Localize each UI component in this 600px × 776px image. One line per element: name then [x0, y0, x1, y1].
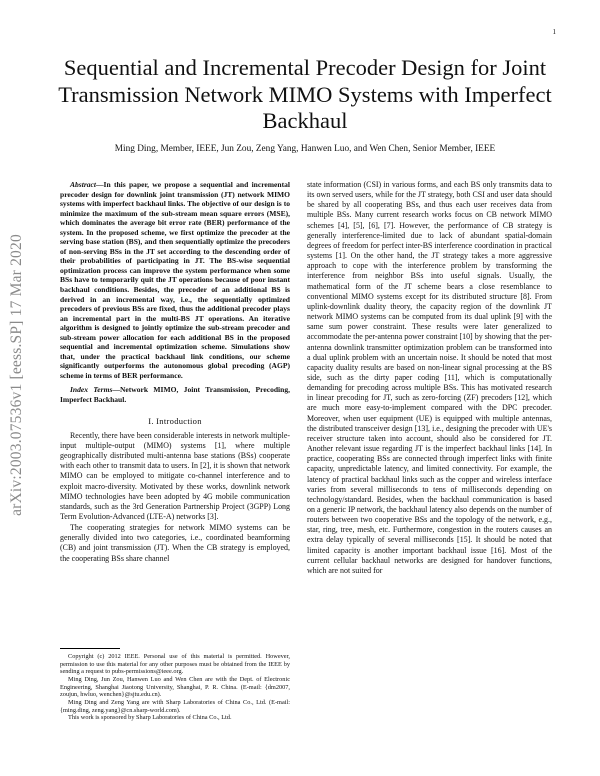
abstract-text: —In this paper, we propose a sequential and incremental precoder design for downlink joint transmission (JT) network MIMO systems with imperfect backhaul links. The objective of our design is to minimize the maximum of the sub-stream mean square errors (MSE), which dominates the average bit error rate (BER) performance of the system. In the proposed scheme, we first optimize the precoder at the serving base station (BS), and then sequentially optimize the precoders of non-serving BSs in the JT set according to the descending order of their probabilities of participating in JT. The BS-wise sequential optimization process can improve the system performance when some BSs have to temporarily quit the JT operations because of poor instant backhaul conditions. Besides, the precoder of an additional BS is derived in an incremental way, i.e., the sequentially optimized precoders of previous BSs are fixed, thus the additional precoder plays an incremental part in the multi-BS JT operations. An iterative algorithm is designed to jointly optimize the sub-stream precoder and sub-stream power allocation for each additional BS in the proposed sequential and incremental optimization scheme. Simulations show that, under the practical backhaul link conditions, our scheme significantly outperforms the autonomous global precoding (AGP) scheme in terms of BER performance.	[60, 180, 290, 380]
footnotes	[60, 653, 290, 722]
index-terms-text: —Network MIMO, Joint Transmission, Precoding, Imperfect Backhaul.	[60, 385, 290, 405]
index-terms-label: Index Terms	[70, 385, 113, 395]
footnote-copyright: Copyright (c) 2012 IEEE. Personal use of this material is permitted. However, permission to use this material for any other purposes must be obtained from the IEEE by sending a request to pubs-permissions@ieee.org.	[60, 653, 290, 676]
intro-paragraph-1: Recently, there have been considerable interests in network multiple-input multiple-output (MIMO) systems [1], where multiple geographically distributed multi-antenna base stations (BSs) cooperate with each other to transmit data to users. In [2], it is shown that network MIMO can be employed to mitigate co-channel interference and to exploit macro-diversity. Motivated by these works, downlink network MIMO technologies have been adopted by 4G mobile communication standards, such as the 3rd Generation Partnership Project (3GPP) Long Term Evolution-Advanced (LTE-A) networks [3].	[60, 430, 290, 521]
paper-title: Sequential and Incremental Precoder Design for Joint Transmission Network MIMO Systems with Imperfect Backhaul	[58, 55, 552, 133]
footnote-sponsor: This work is sponsored by Sharp Laboratories of China Co., Ltd.	[68, 714, 232, 722]
footnote-affiliation-sharp: Ming Ding and Zeng Yang are with Sharp Laboratories of China Co., Ltd. (E-mail: {ming.ding, zeng.yang}@cn.sharp-world.com).	[60, 698, 290, 714]
index-terms	[60, 385, 290, 404]
arxiv-id: arXiv:2003.07536v1 [eess.SP] 17 Mar 2020	[8, 234, 25, 516]
intro-paragraph-2: The cooperating strategies for network MIMO systems can be generally divided into two categories, i.e., coordinated beamforming (CB) and joint transmission (JT). When the CB strategy is employed, the cooperating BSs share channel	[60, 523, 290, 563]
author-line: Ming Ding, Member, IEEE, Jun Zou, Zeng Yang, Hanwen Luo, and Wen Chen, Senior Member, IEEE	[114, 144, 496, 154]
right-column	[307, 180, 552, 577]
left-column	[60, 180, 290, 565]
footnote-affiliation-sjtu: Ming Ding, Jun Zou, Hanwen Luo and Wen Chen are with the Dept. of Electronic Engineering, Shanghai Jiaotong University, Shanghai, P. R. China. (E-mail: {dm2007, zoujun, hwluo, wenchen}@sjtu.edu.cn).	[60, 675, 290, 699]
arxiv-watermark	[6, 180, 28, 570]
abstract	[60, 180, 290, 380]
abstract-label: Abstract	[70, 180, 96, 189]
section-heading: I. Introduction	[148, 415, 202, 426]
intro-paragraph-3: state information (CSI) in various forms, and each BS only transmits data to its own served users, while for the JT strategy, both CSI and user data should be shared by all cooperating BSs, and thus each user receives data from multiple BSs. Many current research works focus on CB network MIMO schemes [4], [5], [6], [7]. However, the performance of CB strategy is generally interference-limited due to lack of abundant spatial-domain degrees of freedom for perfect inter-BS interference coordination in practical systems [1]. On the other hand, the JT strategy takes a more aggressive approach to cope with the interference problem by transforming the interference from neighbor BSs into useful signals. Usually, the mathematical form of the JT scheme bears a close resemblance to conventional MIMO systems except for its distributed structure [8]. From uplink-downlink duality theory, the capacity region of the downlink JT network MIMO systems can be computed from its dual uplink [9] with the same sum power constraint. These results were later generalized to accommodate the per-antenna power constraint [10] by showing that the per-antenna downlink transmitter optimization problem can be transformed into a dual uplink problem with an uncertain noise. It should be noted that most capacity duality results are based on non-linear signal processing at the BS side, such as the dirty paper coding [11], which is computationally demanding for precoding across multiple BSs. This has motivated research in linear precoding for JT, such as zero-forcing (ZF) precoders [12], which are much more easy-to-implement compared with the DPC precoder. Moreover, when user equipment (UE) is equipped with multiple antennas, the distributed transceiver design [13], i.e., designing the precoder with UE's receiver structure taken into account, should also be considered for JT. Another relevant issue regarding JT is the imperfect backhaul links [14]. In practice, cooperating BSs are connected through imperfect links with finite capacity, unpredictable latency, and limited connectivity. For example, the latency of practical backhaul links such as the copper and wireless interface varies from several milliseconds to tens of milliseconds depending on technology/standard. Besides, when the backhaul communication is based on a generic IP network, the backhaul latency also depends on the number of routers between two cooperative BSs and the topology of the network, e.g., star, ring, tree, mesh, etc. Furthermore, congestion in the routers causes an extra delay typically of several milliseconds [15]. It should be noted that limited capacity is another important backhaul issue [16]. Most of the current cellular backhaul networks are designed for handover functions, which are not suited for	[307, 180, 552, 575]
footnote-divider	[60, 648, 120, 649]
page-number: 1	[552, 28, 556, 36]
